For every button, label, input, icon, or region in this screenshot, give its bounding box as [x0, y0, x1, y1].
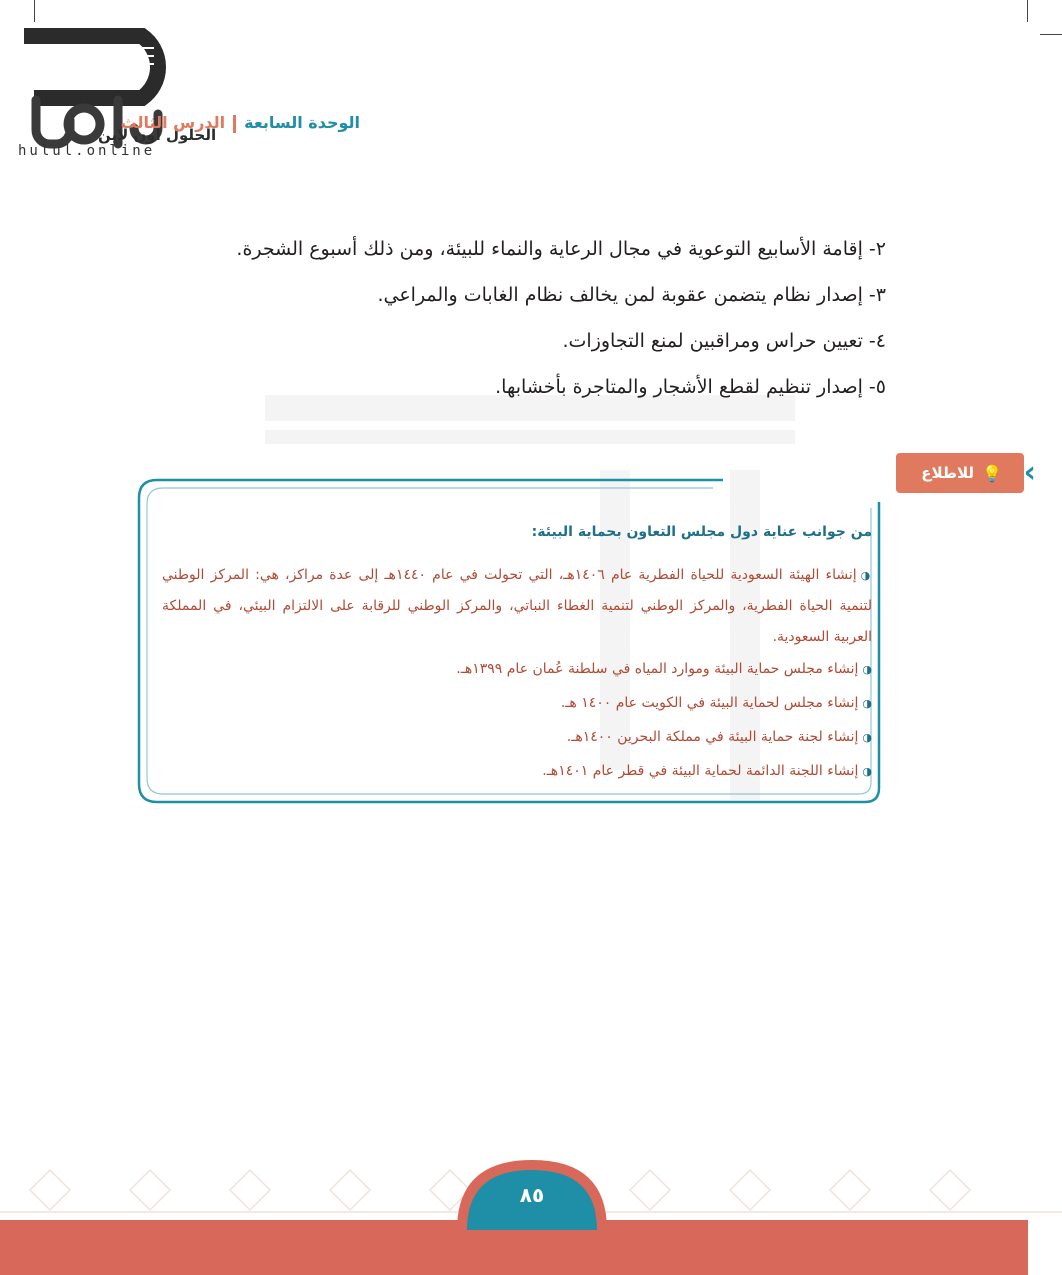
list-item: ٢- إقامة الأسابيع التوعوية في مجال الرعاية والنماء للبيئة، ومن ذلك أسبوع الشجرة.: [236, 238, 886, 260]
lesson-label: الدرس الثالث: [120, 113, 226, 132]
info-item: [162, 693, 872, 727]
crop-mark: [1027, 0, 1028, 22]
chevron-left-icon: ‹: [1023, 455, 1036, 490]
main-list: [236, 238, 886, 422]
info-item: [162, 761, 872, 795]
info-box-body: [162, 560, 872, 795]
info-tag-label: للاطلاع: [921, 464, 975, 482]
info-item-text: إنشاء مجلس حماية البيئة وموارد المياه في سلطنة عُمان عام ١٣٩٩هـ.: [456, 661, 859, 677]
list-item: ٣- إصدار نظام يتضمن عقوبة لمن يخالف نظام الغابات والمراعي.: [377, 284, 886, 306]
bullet-icon: ◑: [862, 697, 872, 710]
watermark-shape: [265, 430, 795, 444]
crop-mark: [1040, 34, 1062, 35]
list-item: ٥- إصدار تنظيم لقطع الأشجار والمتاجرة بأخشابها.: [495, 376, 886, 398]
lightbulb-icon: 💡: [982, 463, 1002, 483]
logo-arabic-text: الحلول اون لاين: [98, 126, 217, 144]
info-paragraph-text: إنشاء الهيئة السعودية للحياة الفطرية عام ١٤٠٦هـ، التي تحولت في عام ١٤٤٠هـ إلى عدة مراكز، هي: المركز الوطني لتنمية الحياة الفطرية، والمركز الوطني لتنمية الغطاء النباتي، والمركز الوطني للرقابة على الالتزام البيئي، في المملكة العربية السعودية.: [162, 567, 872, 645]
info-item: [162, 727, 872, 761]
page-header: [121, 113, 360, 133]
list-item: ٤- تعيين حراس ومراقبين لمنع التجاوزات.: [562, 330, 886, 352]
bullet-icon: ◑: [862, 765, 872, 778]
bullet-icon: ◑: [862, 663, 872, 676]
logo-latin-text: hulul.online: [18, 143, 156, 159]
info-item-text: إنشاء مجلس لحماية البيئة في الكويت عام ١٤٠٠ هـ.: [560, 695, 859, 711]
info-tag: [896, 453, 1024, 493]
bullet-icon: ◑: [862, 731, 872, 744]
info-paragraph: [162, 560, 872, 653]
info-box-title: من جوانب عناية دول مجلس التعاون بحماية البيئة:: [531, 524, 872, 540]
info-item-text: إنشاء اللجنة الدائمة لحماية البيئة في قطر عام ١٤٠١هـ.: [542, 763, 859, 779]
info-item: [162, 659, 872, 693]
crop-mark: [34, 0, 35, 22]
unit-label: الوحدة السابعة: [244, 113, 360, 132]
info-item-text: إنشاء لجنة حماية البيئة في مملكة البحرين ١٤٠٠هـ.: [566, 729, 859, 745]
page-number: ٨٥: [519, 1183, 545, 1207]
page-number-badge: [457, 1160, 607, 1230]
bullet-icon: ◑: [860, 569, 872, 582]
header-separator: [233, 115, 236, 133]
